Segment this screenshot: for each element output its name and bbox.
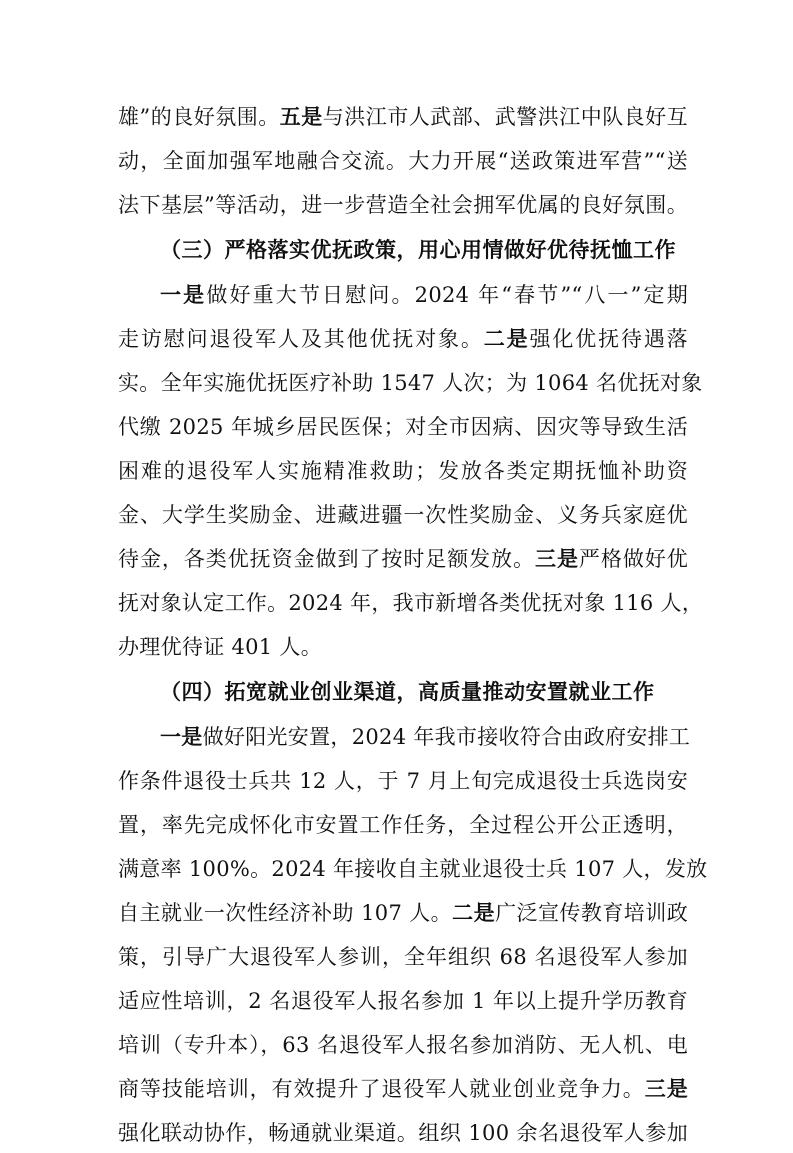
paragraph-3-line-10: 强化联动协作，畅通就业渠道。组织 100 余名退役军人参加 (118, 1121, 688, 1145)
text-run: 待金，各类优抚资金做到了按时足额发放。 (118, 547, 536, 571)
bold-marker: 三是 (535, 546, 579, 571)
paragraph-2-line-3: 实。全年实施优抚医疗补助 1547 人次；为 1064 名优抚对象 (118, 371, 703, 395)
paragraph-3-line-7: 适应性培训，2 名退役军人报名参加 1 年以上提升学历教育 (118, 989, 688, 1013)
paragraph-1-line-2: 动，全面加强军地融合交流。大力开展“送政策进军营”“送 (118, 149, 688, 173)
bold-marker: 二是 (452, 900, 496, 925)
text-run: 走访慰问退役军人及其他优抚对象。 (118, 327, 484, 351)
text-run: 商等技能培训，有效提升了退役军人就业创业竞争力。 (118, 1077, 645, 1101)
paragraph-3-line-5 (118, 893, 688, 933)
paragraph-1-line-3: 法下基层”等活动，进一步营造全社会拥军优属的良好氛围。 (118, 193, 688, 217)
bold-marker: 一是 (160, 724, 203, 749)
paragraph-3-line-9 (118, 1069, 688, 1109)
text-run: 强化优抚待遇落 (529, 327, 688, 351)
paragraph-3-line-3: 置，率先完成怀化市安置工作任务，全过程公开公正透明， (118, 813, 688, 837)
paragraph-3-line-6: 策，引导广大退役军人参训，全年组织 68 名退役军人参加 (118, 945, 688, 969)
bold-marker: 三是 (644, 1076, 688, 1101)
paragraph-2-line-8: 抚对象认定工作。2024 年，我市新增各类优抚对象 116 人， (118, 591, 704, 615)
paragraph-1-line-1 (118, 97, 688, 137)
paragraph-2-line-7 (118, 539, 688, 579)
paragraph-3-line-1 (160, 717, 691, 757)
paragraph-2-line-4: 代缴 2025 年城乡居民医保；对全市因病、因灾等导致生活 (118, 415, 688, 439)
bold-marker: 二是 (483, 326, 530, 351)
text-run: 自主就业一次性经济补助 107 人。 (118, 901, 453, 925)
paragraph-3-line-2: 作条件退役士兵共 12 人，于 7 月上旬完成退役士兵选岗安 (118, 769, 688, 793)
section-heading-4: （四）拓宽就业创业渠道，高质量推动安置就业工作 (160, 679, 655, 704)
text-run: 做好重大节日慰问。2024 年“春节”“八一”定期 (206, 283, 689, 307)
text-run: 雄”的良好氛围。 (118, 105, 280, 129)
text-run: 做好阳光安置，2024 年我市接收符合由政府安排工 (202, 725, 691, 749)
text-run: 严格做好优 (578, 547, 689, 571)
paragraph-2-line-2 (118, 319, 688, 359)
paragraph-3-line-4: 满意率 100%。2024 年接收自主就业退役士兵 107 人，发放 (118, 857, 708, 881)
paragraph-2-line-1 (160, 275, 688, 315)
bold-marker: 五是 (279, 104, 323, 129)
paragraph-2-line-6: 金、大学生奖励金、进藏进疆一次性奖励金、义务兵家庭优 (118, 503, 688, 527)
section-heading-3: （三）严格落实优抚政策，用心用情做好优待抚恤工作 (160, 237, 676, 262)
paragraph-2-line-5: 困难的退役军人实施精准救助；发放各类定期抚恤补助资 (118, 459, 688, 483)
text-run: 与洪江市人武部、武警洪江中队良好互 (322, 105, 688, 129)
paragraph-2-line-9: 办理优待证 401 人。 (118, 635, 323, 659)
text-run: 广泛宣传教育培训政 (495, 901, 688, 925)
paragraph-3-line-8: 培训（专升本），63 名退役军人报名参加消防、无人机、电 (118, 1033, 688, 1057)
bold-marker: 一是 (160, 282, 207, 307)
